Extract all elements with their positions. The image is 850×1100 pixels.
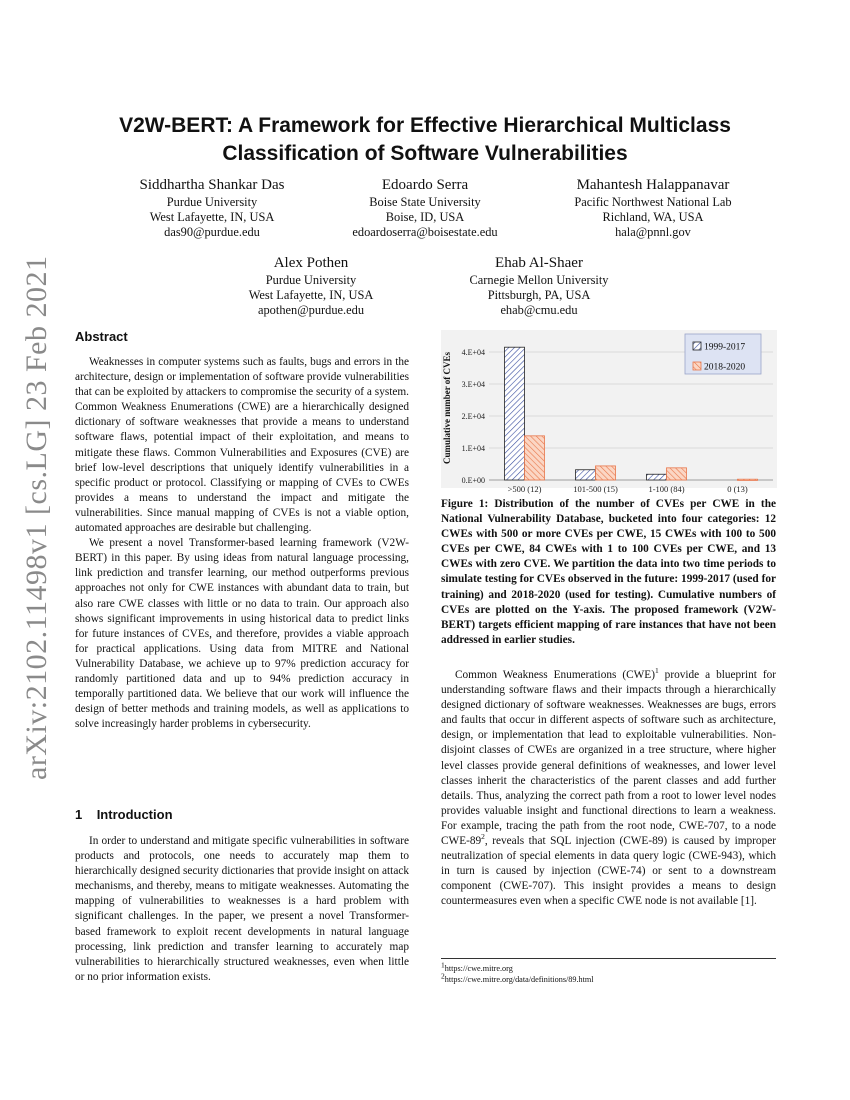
author-location: Pittsburgh, PA, USA bbox=[487, 288, 591, 303]
footnote-mark: 2 bbox=[481, 832, 485, 842]
author-name: Siddhartha Shankar Das bbox=[139, 177, 285, 193]
author-affiliation: Purdue University bbox=[166, 195, 258, 209]
text-run: Common Weakness Enumerations (CWE) bbox=[455, 669, 655, 681]
author-location: Boise, ID, USA bbox=[385, 210, 465, 225]
bar-series2 bbox=[596, 466, 616, 480]
x-tick-label: 101-500 (15) bbox=[573, 484, 618, 494]
footnote-mark: 1 bbox=[654, 666, 659, 676]
bar-series1 bbox=[647, 474, 667, 480]
text-run: , reveals that SQL injection (CWE-89) is caused by improper neutralization of special elements in data query logic (CWE-943), which in turn is caused by injection (CWE-74) or sent to a downstream component (CWE-707). This insight provides a means to design countermeasures even when a specific CWE node is not available [1]. bbox=[441, 835, 776, 908]
author-name: Ehab Al-Shaer bbox=[495, 255, 583, 271]
abstract-body bbox=[75, 355, 409, 732]
abstract-heading: Abstract bbox=[75, 329, 128, 344]
y-tick-label: 1.E+04 bbox=[461, 444, 485, 453]
abstract-paragraph: We present a novel Transformer-based learning framework (V2W-BERT) in this paper. By using ideas from natural language processing, link prediction and transfer learning, our method outperforms previous approaches not only for CWE instances with abundant data to train, but also rare CWE classes with little or no data to train. Our approach also shows significant improvements in using historical data to predict links for future instances of CVEs, and therefore, provides a viable approach for practical applications. Using data from MITRE and National Vulnerability Database, we achieve up to 97% prediction accuracy for randomly partitioned data and up to 94% prediction accuracy in temporally partitioned data. We believe that our work will influence the design of better methods and training models, as well as applications to solve increasingly harder problems in cybersecurity. bbox=[75, 537, 409, 731]
author-email: edoardoserra@boisestate.edu bbox=[352, 225, 498, 240]
author-email: hala@pnnl.gov bbox=[615, 225, 691, 240]
author-name: Alex Pothen bbox=[273, 255, 349, 271]
paper-title bbox=[60, 112, 790, 168]
footnote-url: https://cwe.mitre.org/data/definitions/89.html bbox=[444, 975, 594, 984]
bar-series1 bbox=[505, 347, 525, 480]
footnote-number: 2 bbox=[441, 971, 445, 981]
y-axis-label: Cumulative number of CVEs bbox=[442, 351, 452, 465]
author-block bbox=[419, 254, 659, 319]
y-tick-label: 4.E+04 bbox=[461, 348, 485, 357]
title-line-2: Classification of Software Vulnerabilities bbox=[222, 142, 628, 165]
x-tick-label: >500 (12) bbox=[507, 484, 542, 494]
figure-caption: Figure 1: Distribution of the number of CVEs per CWE in the National Vulnerability Database, bucketed into four categories: 12 CWEs with 500 or more CVEs per CWE, 15 CWEs with 100 to 500 CVEs per CWE, 84 CWEs with 1 to 100 CVEs per CWE, and 13 CWEs with zero CVE. We partition the data into two time periods to simulate testing for CVEs observed in the future: 1999-2017 (used for training) and 2018-2020 (used for testing). Cumulative numbers of CVEs are plotted on the Y-axis. The proposed framework (V2W-BERT) targets efficient mapping of rare instances that have not been addressed in earlier studies. bbox=[441, 498, 776, 646]
bar-series2 bbox=[738, 479, 758, 480]
legend-swatch bbox=[693, 362, 701, 370]
body-paragraph bbox=[441, 668, 776, 910]
author-affiliation: Carnegie Mellon University bbox=[469, 273, 609, 287]
bar-series1 bbox=[576, 470, 596, 480]
bar-series2 bbox=[667, 468, 687, 480]
author-block bbox=[92, 176, 332, 241]
y-tick-label: 3.E+04 bbox=[461, 380, 485, 389]
x-tick-label: 1-100 (84) bbox=[648, 484, 685, 494]
section-title: Introduction bbox=[96, 807, 173, 822]
intro-paragraph: In order to understand and mitigate specific vulnerabilities in software products and protocols, one needs to accurately map them to hierarchically designed security dictionaries that provide insight on attack mechanisms, and thereby, means to mitigate weaknesses. Automating the mapping of vulnerabilities to weaknesses is a hard problem with significant challenges. In the paper, we present a novel Transformer-based framework to exploit recent developments in natural language processing, link prediction and transfer learning to accurately map vulnerabilities to hierarchically structured weaknesses, even when little or no prior information exists. bbox=[75, 835, 409, 983]
author-name: Edoardo Serra bbox=[381, 177, 469, 193]
title-line-1: V2W-BERT: A Framework for Effective Hierarchical Multiclass bbox=[119, 114, 731, 137]
author-block bbox=[305, 176, 545, 241]
author-name: Mahantesh Halappanavar bbox=[576, 177, 730, 193]
footnote bbox=[441, 971, 776, 985]
text-run: provide a blueprint for understanding software flaws and their impacts through a hierarchically designed dictionary of software weaknesses. Weaknesses are bugs, errors and faults that occur in different aspects of software such as architecture, design, or implementation that lead to exploitable vulnerabilities. Non-disjoint classes of CWEs are organized in a tree structure, where higher level classes provide general definitions of weaknesses, and lower level classes inherit the characteristics of the parent classes and add further details. Thus, analyzing the correct path from a root to lower level nodes provides valuable insight and functional directions to learn a weakness. For example, tracing the path from the root node, CWE-707, to a node CWE-89 bbox=[441, 669, 776, 848]
y-tick-label: 2.E+04 bbox=[461, 412, 485, 421]
footnote bbox=[441, 960, 776, 974]
author-affiliation: Purdue University bbox=[265, 273, 357, 287]
legend-label: 2018-2020 bbox=[704, 362, 746, 373]
figure-1 bbox=[441, 330, 781, 500]
author-location: West Lafayette, IN, USA bbox=[248, 288, 374, 303]
footnote-url: https://cwe.mitre.org bbox=[444, 964, 513, 973]
section-number: 1 bbox=[75, 807, 83, 822]
author-affiliation: Pacific Northwest National Lab bbox=[574, 195, 732, 209]
intro-heading bbox=[75, 807, 173, 822]
author-email: apothen@purdue.edu bbox=[257, 303, 365, 318]
author-email: das90@purdue.edu bbox=[164, 225, 260, 240]
x-tick-label: 0 (13) bbox=[727, 484, 748, 494]
legend-label: 1999-2017 bbox=[704, 342, 746, 353]
bar-chart bbox=[441, 330, 781, 495]
right-column-body bbox=[441, 668, 776, 910]
author-affiliation: Boise State University bbox=[369, 195, 481, 209]
abstract-paragraph: Weaknesses in computer systems such as faults, bugs and errors in the architecture, design or implementation of software provide vulnerabilities that can be exploited by attackers to compromise the security of a system. Common Weakness Enumerations (CWE) are a hierarchically designed dictionary of software weaknesses that provide a means to understand software flaws, potential impact of their exploitation, and means to mitigate these flaws. Common Vulnerabilities and Exposures (CVE) are brief low-level descriptions that uniquely identify vulnerabilities in a specific product or protocol. Classifying or mapping of CVEs to CWEs provides a means to understand the impact and mitigate the vulnerabilities. Since manual mapping of CVEs is not a viable option, automated approaches are desirable but challenging. bbox=[75, 356, 409, 535]
author-location: Richland, WA, USA bbox=[602, 210, 704, 225]
footnotes bbox=[441, 958, 776, 985]
author-block bbox=[533, 176, 773, 241]
author-location: West Lafayette, IN, USA bbox=[149, 210, 275, 225]
footnote-number: 1 bbox=[441, 960, 445, 970]
author-email: ehab@cmu.edu bbox=[500, 303, 578, 318]
author-block bbox=[191, 254, 431, 319]
y-tick-label: 0.E+00 bbox=[461, 476, 485, 485]
arxiv-identifier: arXiv:2102.11498v1 [cs.LG] 23 Feb 2021 bbox=[20, 255, 53, 780]
intro-body bbox=[75, 834, 409, 985]
bar-series2 bbox=[525, 436, 545, 480]
legend-swatch bbox=[693, 342, 701, 350]
